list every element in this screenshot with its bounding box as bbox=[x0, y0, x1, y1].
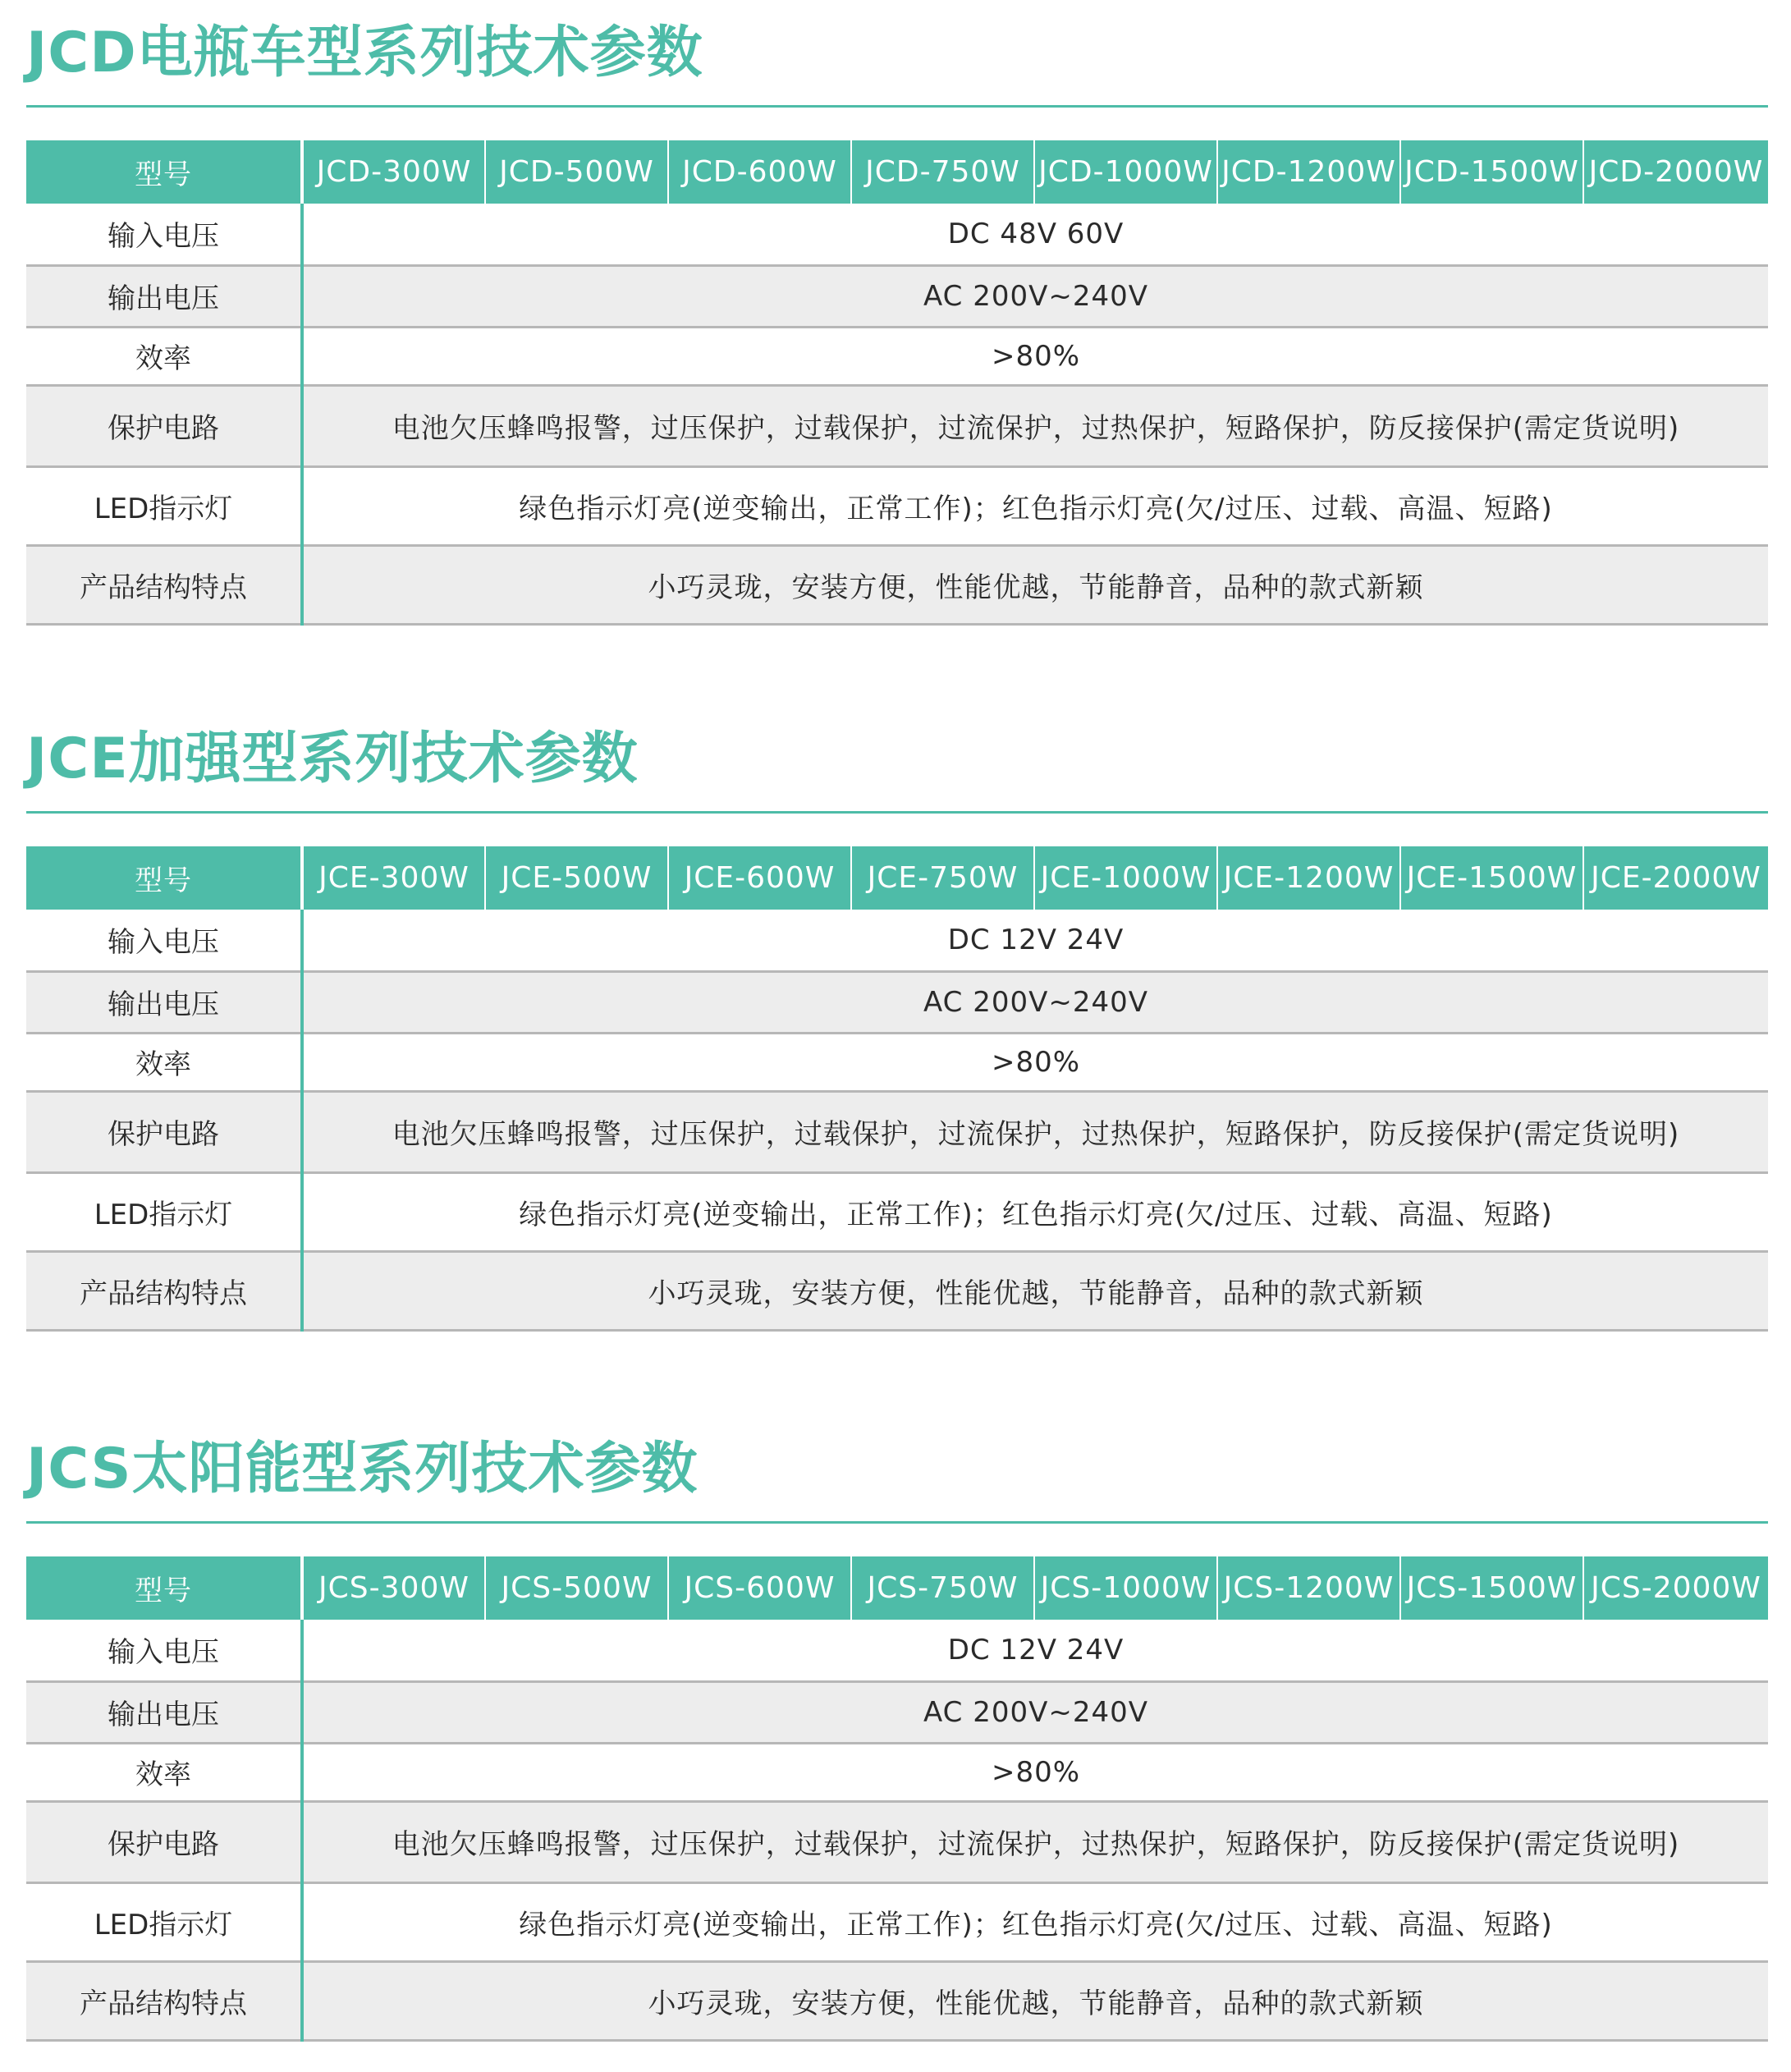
table-row bbox=[26, 1961, 1768, 2040]
model-header: JCD-300W bbox=[302, 140, 485, 204]
row-value: DC 48V 60V bbox=[302, 204, 1768, 265]
model-header: JCE-300W bbox=[302, 846, 485, 910]
model-header: JCD-1000W bbox=[1034, 140, 1217, 204]
row-value: 绿色指示灯亮(逆变输出，正常工作)；红色指示灯亮(欠/过压、过载、高温、短路) bbox=[302, 1882, 1768, 1961]
row-value: >80% bbox=[302, 327, 1768, 385]
row-label: 产品结构特点 bbox=[26, 1961, 302, 2040]
section-jcd bbox=[26, 8, 1768, 626]
model-header: JCD-1500W bbox=[1400, 140, 1583, 204]
header-row bbox=[26, 846, 1768, 910]
row-label: 产品结构特点 bbox=[26, 545, 302, 624]
table-row bbox=[26, 466, 1768, 545]
row-value: 绿色指示灯亮(逆变输出，正常工作)；红色指示灯亮(欠/过压、过载、高温、短路) bbox=[302, 466, 1768, 545]
title-divider bbox=[26, 1521, 1768, 1524]
table-row bbox=[26, 1620, 1768, 1681]
model-header: JCE-1000W bbox=[1034, 846, 1217, 910]
model-header: JCS-1500W bbox=[1400, 1556, 1583, 1620]
model-header: JCS-300W bbox=[302, 1556, 485, 1620]
row-value: AC 200V~240V bbox=[302, 265, 1768, 327]
row-label: 输入电压 bbox=[26, 204, 302, 265]
table-row bbox=[26, 971, 1768, 1033]
model-header: JCE-500W bbox=[485, 846, 668, 910]
row-value: 电池欠压蜂鸣报警，过压保护，过载保护，过流保护，过热保护，短路保护，防反接保护(需定货说明) bbox=[302, 1801, 1768, 1882]
table-row bbox=[26, 1801, 1768, 1882]
table-row bbox=[26, 1033, 1768, 1091]
model-header: JCE-600W bbox=[668, 846, 851, 910]
model-header: JCD-750W bbox=[851, 140, 1034, 204]
row-value: 绿色指示灯亮(逆变输出，正常工作)；红色指示灯亮(欠/过压、过载、高温、短路) bbox=[302, 1172, 1768, 1251]
model-header: JCS-2000W bbox=[1583, 1556, 1768, 1620]
model-header: JCD-600W bbox=[668, 140, 851, 204]
model-header: JCE-1200W bbox=[1217, 846, 1400, 910]
section-title: JCS太阳能型系列技术参数 bbox=[26, 1437, 699, 1501]
model-header: JCD-2000W bbox=[1583, 140, 1768, 204]
row-label: 输出电压 bbox=[26, 265, 302, 327]
table-row bbox=[26, 265, 1768, 327]
row-value: AC 200V~240V bbox=[302, 971, 1768, 1033]
row-value: >80% bbox=[302, 1033, 1768, 1091]
header-label: 型号 bbox=[26, 846, 302, 910]
row-value: 小巧灵珑，安装方便，性能优越，节能静音，品种的款式新颖 bbox=[302, 1961, 1768, 2040]
spec-table bbox=[26, 1556, 1768, 2042]
row-value: AC 200V~240V bbox=[302, 1681, 1768, 1743]
section-title: JCD电瓶车型系列技术参数 bbox=[26, 21, 703, 85]
row-label: 保护电路 bbox=[26, 385, 302, 466]
table-row bbox=[26, 910, 1768, 971]
model-header: JCS-750W bbox=[851, 1556, 1034, 1620]
section-jcs bbox=[26, 1424, 1768, 2042]
row-label: LED指示灯 bbox=[26, 466, 302, 545]
model-header: JCS-1200W bbox=[1217, 1556, 1400, 1620]
model-header: JCD-1200W bbox=[1217, 140, 1400, 204]
row-label: 产品结构特点 bbox=[26, 1251, 302, 1330]
row-label: 输出电压 bbox=[26, 971, 302, 1033]
title-divider bbox=[26, 811, 1768, 814]
model-header: JCE-750W bbox=[851, 846, 1034, 910]
row-value: DC 12V 24V bbox=[302, 910, 1768, 971]
row-label: 保护电路 bbox=[26, 1801, 302, 1882]
title-divider bbox=[26, 105, 1768, 108]
section-title: JCE加强型系列技术参数 bbox=[26, 727, 639, 791]
row-label: 保护电路 bbox=[26, 1091, 302, 1172]
model-header: JCD-500W bbox=[485, 140, 668, 204]
table-row bbox=[26, 327, 1768, 385]
row-value: 电池欠压蜂鸣报警，过压保护，过载保护，过流保护，过热保护，短路保护，防反接保护(需定货说明) bbox=[302, 1091, 1768, 1172]
header-row bbox=[26, 140, 1768, 204]
row-label: 输入电压 bbox=[26, 910, 302, 971]
row-label: LED指示灯 bbox=[26, 1172, 302, 1251]
table-row bbox=[26, 204, 1768, 265]
table-row bbox=[26, 1743, 1768, 1801]
section-jce bbox=[26, 714, 1768, 1332]
table-row bbox=[26, 385, 1768, 466]
row-value: 电池欠压蜂鸣报警，过压保护，过载保护，过流保护，过热保护，短路保护，防反接保护(需定货说明) bbox=[302, 385, 1768, 466]
model-header: JCE-1500W bbox=[1400, 846, 1583, 910]
row-label: 效率 bbox=[26, 1743, 302, 1801]
row-value: >80% bbox=[302, 1743, 1768, 1801]
spec-table bbox=[26, 846, 1768, 1332]
model-header: JCS-500W bbox=[485, 1556, 668, 1620]
table-row bbox=[26, 545, 1768, 624]
row-label: 效率 bbox=[26, 1033, 302, 1091]
model-header: JCE-2000W bbox=[1583, 846, 1768, 910]
header-label: 型号 bbox=[26, 140, 302, 204]
model-header: JCS-600W bbox=[668, 1556, 851, 1620]
table-row bbox=[26, 1172, 1768, 1251]
header-row bbox=[26, 1556, 1768, 1620]
row-value: 小巧灵珑，安装方便，性能优越，节能静音，品种的款式新颖 bbox=[302, 545, 1768, 624]
table-row bbox=[26, 1882, 1768, 1961]
row-value: DC 12V 24V bbox=[302, 1620, 1768, 1681]
spec-table bbox=[26, 140, 1768, 626]
table-row bbox=[26, 1251, 1768, 1330]
row-label: LED指示灯 bbox=[26, 1882, 302, 1961]
row-label: 效率 bbox=[26, 327, 302, 385]
row-label: 输出电压 bbox=[26, 1681, 302, 1743]
row-value: 小巧灵珑，安装方便，性能优越，节能静音，品种的款式新颖 bbox=[302, 1251, 1768, 1330]
table-row bbox=[26, 1681, 1768, 1743]
header-label: 型号 bbox=[26, 1556, 302, 1620]
table-row bbox=[26, 1091, 1768, 1172]
row-label: 输入电压 bbox=[26, 1620, 302, 1681]
model-header: JCS-1000W bbox=[1034, 1556, 1217, 1620]
